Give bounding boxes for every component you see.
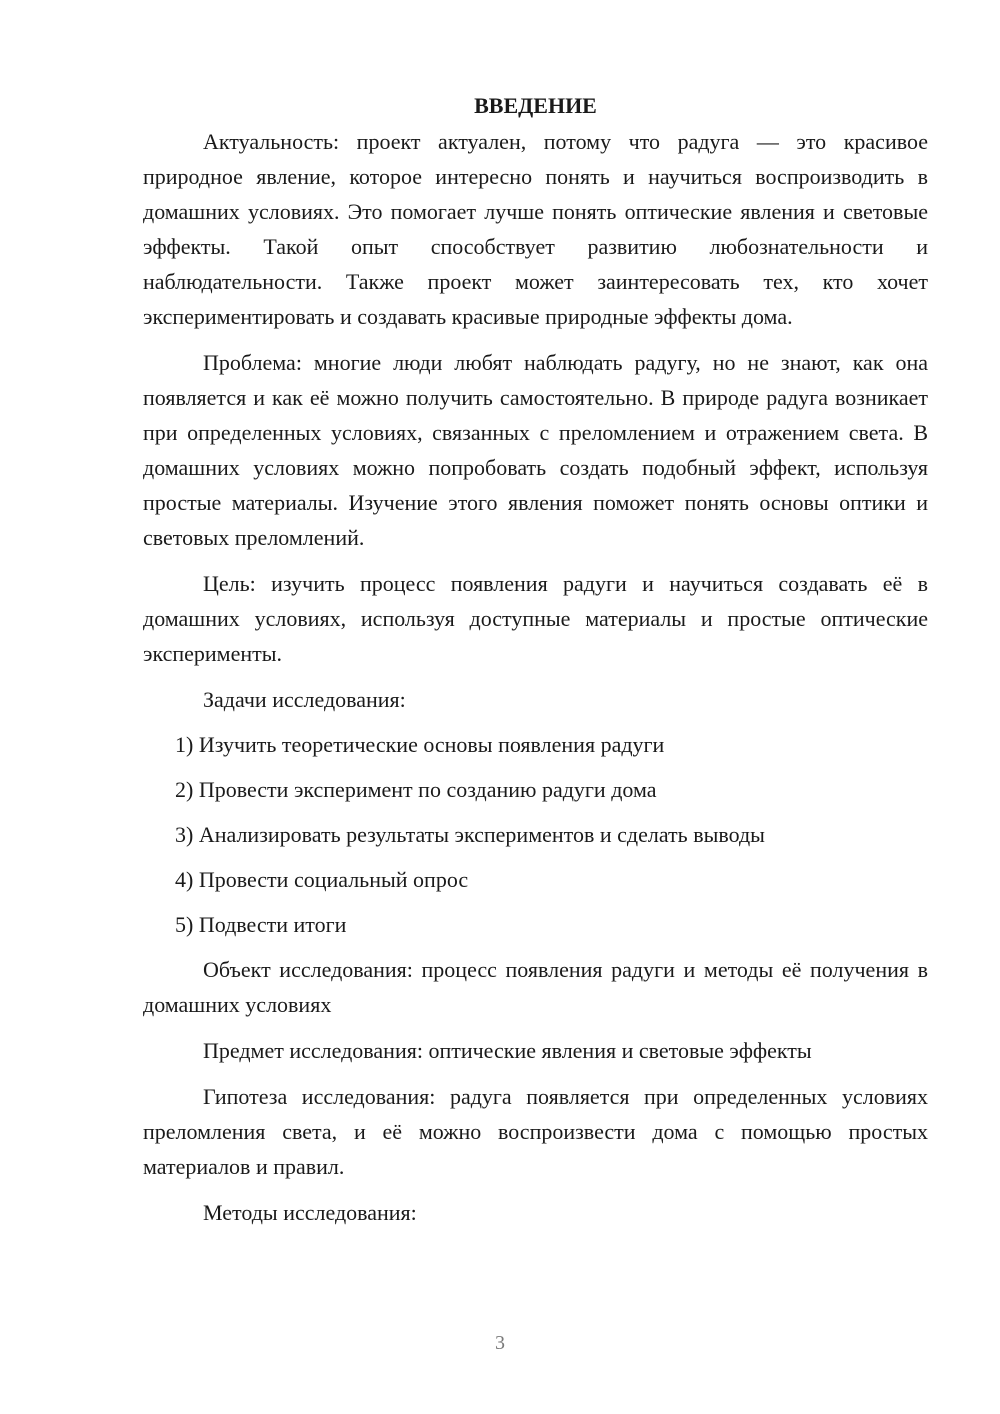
goal-paragraph: Цель: изучить процесс появления радуги и научиться создавать её в домашних условиях, используя доступные материалы и простые оптические эксперименты. — [143, 571, 928, 666]
object-paragraph: Объект исследования: процесс появления радуги и методы её получения в домашних условиях — [143, 957, 928, 1017]
methods-heading: Методы исследования: — [203, 1200, 417, 1225]
page-number: 3 — [495, 1332, 505, 1354]
hypothesis-paragraph: Гипотеза исследования: радуга появляется при определенных условиях преломления света, и её можно воспроизвести дома с помощью простых материалов и правил. — [143, 1084, 928, 1179]
task-item: 2) Провести эксперимент по созданию радуги дома — [175, 777, 657, 802]
subject-paragraph: Предмет исследования: оптические явления и световые эффекты — [203, 1038, 812, 1063]
tasks-heading: Задачи исследования: — [203, 687, 406, 712]
task-item: 5) Подвести итоги — [175, 912, 347, 937]
document-page — [143, 88, 928, 1241]
tasks-list — [143, 727, 928, 942]
task-item: 3) Анализировать результаты экспериментов и сделать выводы — [175, 822, 765, 847]
task-item: 4) Провести социальный опрос — [175, 867, 469, 892]
problem-paragraph: Проблема: многие люди любят наблюдать радугу, но не знают, как она появляется и как её можно получить самостоятельно. В природе радуга возникает при определенных условиях, связанных с преломлением и отражением света. В домашних условиях можно попробовать создать подобный эффект, используя простые материалы. Изучение этого явления поможет понять основы оптики и световых преломлений. — [143, 350, 928, 550]
task-item: 1) Изучить теоретические основы появления радуги — [175, 732, 665, 757]
relevance-paragraph: Актуальность: проект актуален, потому что радуга — это красивое природное явление, которое интересно понять и научиться воспроизводить в домашних условиях. Это помогает лучше понять оптические явления и световые эффекты. Такой опыт способствует развитию любознательности и наблюдательности. Также проект может заинтересовать тех, кто хочет экспериментировать и создавать красивые природные эффекты дома. — [143, 129, 928, 329]
section-title: ВВЕДЕНИЕ — [474, 93, 597, 118]
